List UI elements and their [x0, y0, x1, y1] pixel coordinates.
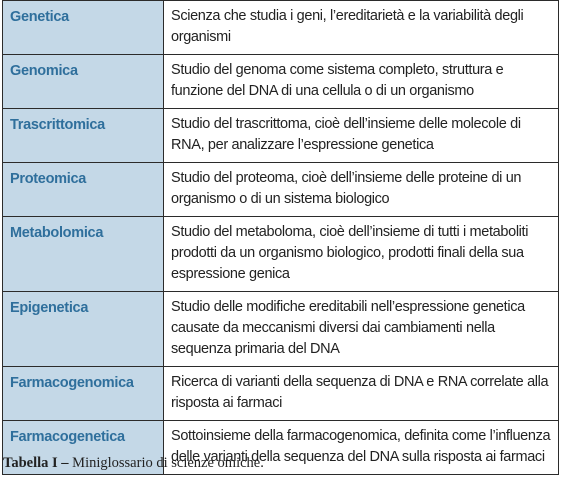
definition-text: Studio delle modifiche ereditabili nell’espressione genetica causate da meccanismi diversi dai cambiamenti nella sequenza primaria del DNA	[171, 299, 525, 357]
definition-cell	[164, 292, 559, 367]
definition-cell	[164, 367, 559, 421]
definition-cell	[164, 109, 559, 163]
term-label: Trascrittomica	[10, 117, 105, 133]
definition-cell	[164, 55, 559, 109]
table-caption	[3, 455, 264, 472]
term-cell	[3, 55, 164, 109]
term-label: Proteomica	[10, 171, 86, 187]
term-label: Genetica	[10, 9, 69, 25]
table-row	[3, 163, 559, 217]
table-row	[3, 1, 559, 55]
term-label: Metabolomica	[10, 225, 104, 241]
definition-text: Ricerca di varianti della sequenza di DNA e RNA correlate alla risposta ai farmaci	[171, 374, 549, 411]
definition-text: Studio del genoma come sistema completo, struttura e funzione del DNA di una cellula o di un organismo	[171, 62, 504, 99]
term-cell	[3, 217, 164, 292]
term-label: Epigenetica	[10, 300, 89, 316]
term-cell	[3, 292, 164, 367]
table-row	[3, 367, 559, 421]
term-cell	[3, 109, 164, 163]
term-label: Farmacogenomica	[10, 375, 134, 391]
glossary-table	[2, 0, 559, 475]
term-cell	[3, 367, 164, 421]
caption-text: Miniglossario di scienze omiche.	[68, 455, 264, 471]
definition-text: Studio del trascrittoma, cioè dell’insieme delle molecole di RNA, per analizzare l’espressione genetica	[171, 116, 521, 153]
term-cell	[3, 163, 164, 217]
table-row	[3, 109, 559, 163]
definition-text: Studio del metaboloma, cioè dell’insieme di tutti i metaboliti prodotti da un organismo biologico, prodotti finali della sua espressione genica	[171, 224, 529, 282]
term-label: Genomica	[10, 63, 78, 79]
definition-text: Scienza che studia i geni, l’ereditarietà e la variabilità degli organismi	[171, 8, 524, 45]
definition-cell	[164, 163, 559, 217]
term-label: Farmacogenetica	[10, 429, 125, 445]
caption-label: Tabella I –	[3, 455, 69, 471]
table-row	[3, 217, 559, 292]
definition-text: Studio del proteoma, cioè dell’insieme delle proteine di un organismo o di un sistema biologico	[171, 170, 522, 207]
definition-cell	[164, 217, 559, 292]
table-row	[3, 55, 559, 109]
table-row	[3, 292, 559, 367]
definition-text: Sottoinsieme della farmacogenomica, definita come l’influenza delle varianti della sequenza del DNA sulla risposta ai farmaci	[171, 428, 551, 465]
definition-cell	[164, 1, 559, 55]
term-cell	[3, 1, 164, 55]
